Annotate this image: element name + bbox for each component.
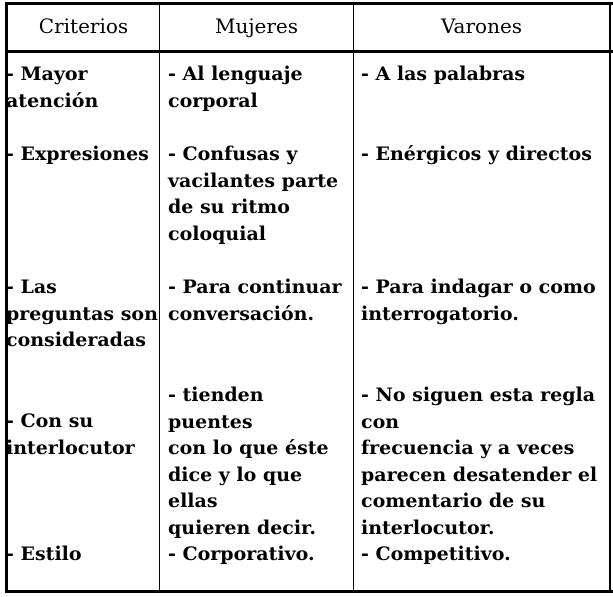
row-interlocutor-criterio: - Con su interlocutor (6, 410, 135, 459)
column-divider-1 (159, 2, 160, 593)
row-estilo-mujeres: - Corporativo. (168, 543, 315, 565)
header-varones: Varones (440, 14, 523, 38)
row-mayor-atencion-varones: - A las palabras (361, 63, 526, 85)
row-preguntas-varones: - Para indagar o como interrogatorio. (361, 276, 596, 325)
row-mayor-atencion-mujeres: - Al lenguaje corporal (168, 63, 303, 112)
row-expresiones-varones: - Enérgicos y directos (361, 143, 592, 165)
header-divider (5, 50, 613, 53)
row-expresiones-criterio: - Expresiones (6, 143, 149, 165)
row-interlocutor-varones: - No siguen esta regla con frecuencia y a veces parecen desatender el comentario de su interlocutor. (361, 384, 598, 539)
row-expresiones-mujeres: - Confusas y vacilantes parte de su ritmo coloquial (168, 143, 339, 245)
row-estilo-varones: - Competitivo. (361, 543, 511, 565)
table-top-border (5, 2, 613, 5)
header-criterios: Criterios (38, 14, 129, 38)
row-estilo-criterio: - Estilo (6, 543, 82, 565)
row-preguntas-criterio: - Las preguntas son consideradas (6, 276, 158, 351)
row-preguntas-mujeres: - Para continuar conversación. (168, 276, 342, 325)
table-bottom-border (5, 590, 613, 593)
row-mayor-atencion-criterio: - Mayor atención (6, 63, 99, 112)
column-divider-2 (353, 2, 354, 593)
row-interlocutor-mujeres: - tienden puentes con lo que éste dice y lo que ellas quieren decir. (168, 384, 329, 539)
header-mujeres: Mujeres (214, 14, 299, 38)
